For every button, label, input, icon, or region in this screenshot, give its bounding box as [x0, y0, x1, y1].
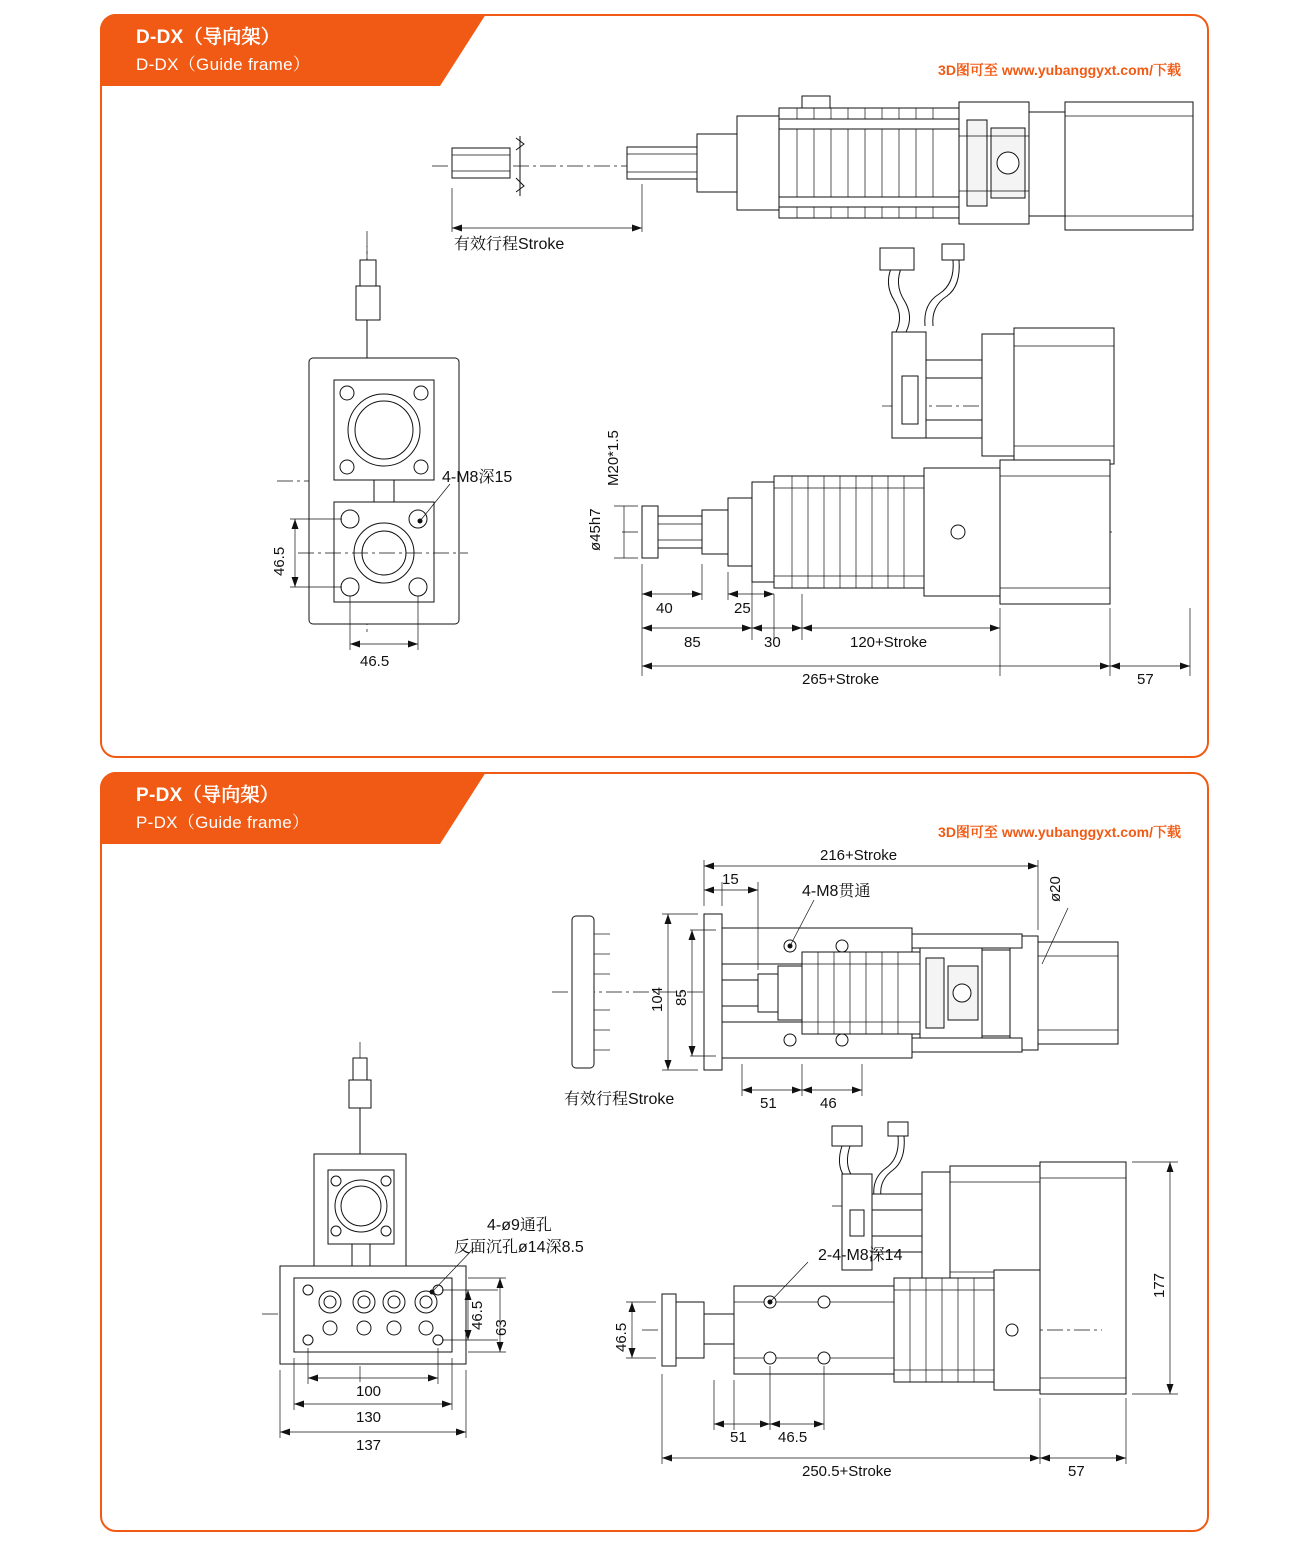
label-465-horizontal-d: 46.5: [360, 653, 390, 670]
panel-p-dx: [100, 772, 1209, 1532]
d-side-view: [587, 244, 1190, 688]
label-265-stroke: 265+Stroke: [802, 671, 880, 688]
panel-d-subtitle: D-DX（Guide frame）: [136, 55, 311, 74]
label-51-top: 51: [760, 1095, 777, 1112]
label-stroke-note-d: 有效行程Stroke: [454, 236, 565, 253]
panel-p-drawing: [102, 774, 1207, 1530]
label-177: 177: [1151, 1272, 1168, 1298]
label-30: 30: [764, 634, 781, 651]
label-130: 130: [356, 1409, 382, 1426]
panel-p-3d-link[interactable]: 3D图可至 www.yubanggyxt.com/下载: [938, 824, 1181, 840]
d-top-assembly: [432, 96, 1193, 253]
panel-d-3d-link[interactable]: 3D图可至 www.yubanggyxt.com/下载: [938, 62, 1181, 78]
label-2-4-m8-deep14: 2-4-M8深14: [818, 1247, 903, 1264]
label-57-d: 57: [1137, 671, 1154, 688]
panel-d-dx: [100, 14, 1209, 758]
p-front-view: [262, 1042, 584, 1454]
p-top-view: [552, 847, 1118, 1112]
label-85-p: 85: [673, 989, 690, 1006]
label-465-bottom: 46.5: [778, 1429, 808, 1446]
label-51-bottom: 51: [730, 1429, 747, 1446]
label-216-stroke: 216+Stroke: [820, 847, 898, 864]
label-465-left-p: 46.5: [613, 1322, 630, 1352]
label-phi45h7: ø45h7: [587, 508, 604, 551]
label-stroke-note-p: 有效行程Stroke: [564, 1091, 675, 1108]
p-side-view: [613, 1122, 1178, 1480]
label-63: 63: [493, 1319, 510, 1336]
label-25: 25: [734, 600, 751, 617]
label-465-vertical-d: 46.5: [271, 546, 288, 576]
label-phi20: ø20: [1047, 876, 1064, 902]
label-57-p: 57: [1068, 1463, 1085, 1480]
label-465-right: 46.5: [469, 1300, 486, 1330]
panel-d-title: D-DX（导向架）: [136, 27, 281, 48]
label-46: 46: [820, 1095, 837, 1112]
panel-d-drawing: [102, 16, 1207, 756]
label-85: 85: [684, 634, 701, 651]
label-m20: M20*1.5: [605, 430, 622, 486]
label-4-m8-deep15: 4-M8深15: [442, 469, 513, 486]
panel-p-subtitle: P-DX（Guide frame）: [136, 813, 310, 832]
panel-p-title: P-DX（导向架）: [136, 785, 280, 806]
label-4-phi9-through: 4-ø9通孔: [487, 1217, 552, 1234]
label-counterbore: 反面沉孔ø14深8.5: [454, 1239, 584, 1256]
d-front-view: [271, 231, 512, 670]
label-120-stroke: 120+Stroke: [850, 634, 928, 651]
label-15: 15: [722, 871, 739, 888]
label-2505-stroke: 250.5+Stroke: [802, 1463, 892, 1480]
label-137: 137: [356, 1437, 382, 1454]
label-40: 40: [656, 600, 673, 617]
label-104: 104: [649, 986, 666, 1012]
label-4-m8-through: 4-M8贯通: [802, 883, 871, 900]
label-100: 100: [356, 1383, 382, 1400]
